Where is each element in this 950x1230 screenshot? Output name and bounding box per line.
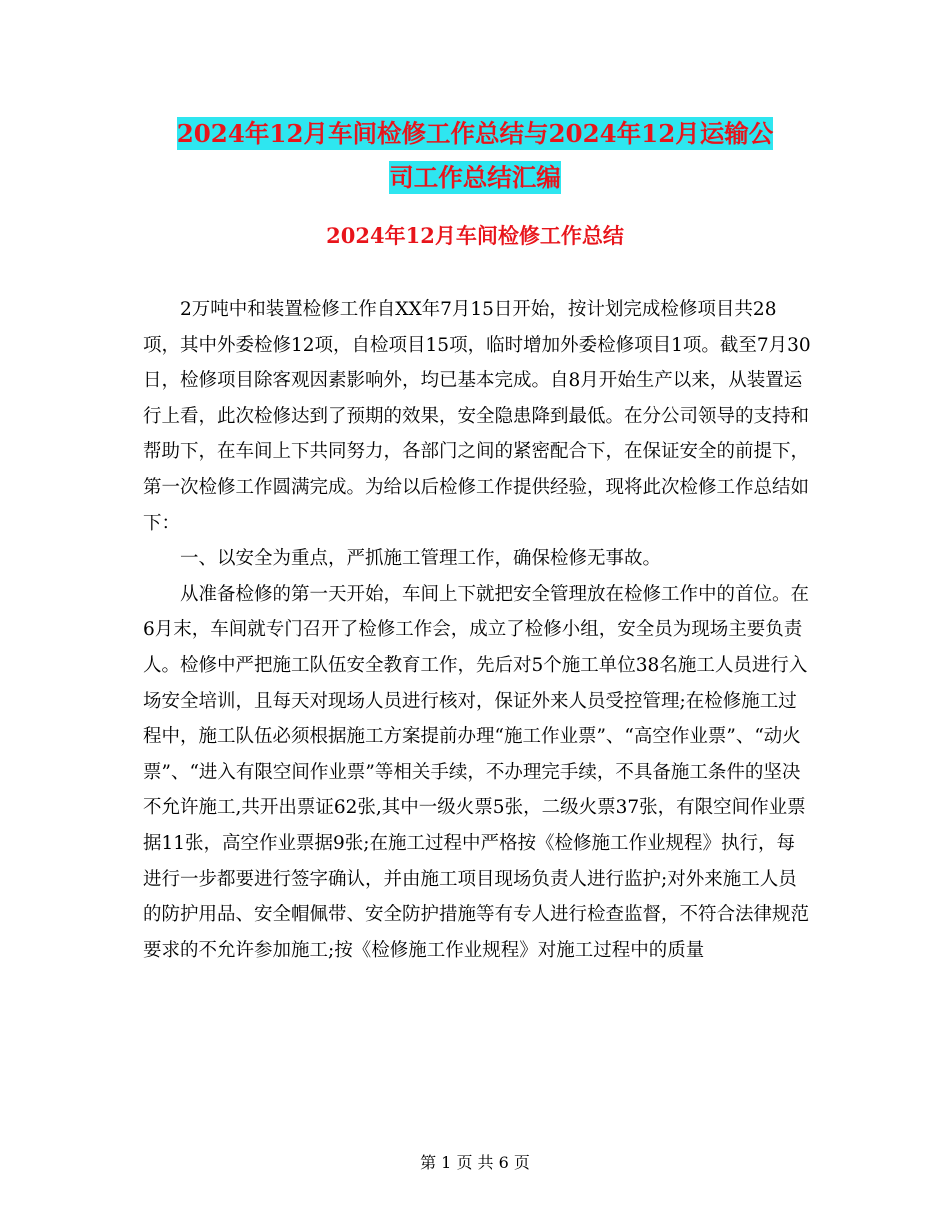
page-footer: 第 1 页 共 6 页 — [420, 1153, 530, 1172]
section-title: 2024年12月车间检修工作总结 — [326, 223, 624, 248]
document-title-line-2: 司工作总结汇编 — [389, 163, 561, 192]
document-title-line-1: 2024年12月车间检修工作总结与2024年12月运输公 — [176, 119, 774, 148]
document-title — [140, 112, 810, 200]
paragraph-safety-detail: 从准备检修的第一天开始，车间上下就把安全管理放在检修工作中的首位。在6月末，车间就专门召开了检修工作会，成立了检修小组，安全员为现场主要负责人。检修中严把施工队伍安全教育工作，先后对5个施工单位38名施工人员进行入场安全培训，且每天对现场人员进行核对，保证外来人员受控管理;在检修施工过程中，施工队伍必须根据施工方案提前办理“施工作业票”、“高空作业票”、“动火票”、“进入有限空间作业票”等相关手续，不办理完手续，不具备施工条件的坚决不允许施工,共开出票证62张,其中一级火票5张，二级火票37张，有限空间作业票据11张，高空作业票据9张;在施工过程中严格按《检修施工作业规程》执行，每进行一步都要进行签字确认，并由施工项目现场负责人进行监护;对外来施工人员的防护用品、安全帽佩带、安全防护措施等有专人进行检查监督，不符合法律规范要求的不允许参加施工;按《检修施工作业规程》对施工过程中的质量 — [143, 583, 810, 961]
paragraph-intro: 2万吨中和装置检修工作自XX年7月15日开始，按计划完成检修项目共28项，其中外委检修12项，自检项目15项，临时增加外委检修项目1项。截至7月30日，检修项目除客观因素影响外，均已基本完成。自8月开始生产以来，从装置运行上看，此次检修达到了预期的效果，安全隐患降到最低。在分公司领导的支持和帮助下，在车间上下共同努力，各部门之间的紧密配合下，在保证安全的前提下，第一次检修工作圆满完成。为给以后检修工作提供经验，现将此次检修工作总结如下： — [143, 299, 811, 534]
paragraph-heading-safety: 一、以安全为重点，严抓施工管理工作，确保检修无事故。 — [180, 548, 662, 570]
document-body — [143, 292, 811, 968]
